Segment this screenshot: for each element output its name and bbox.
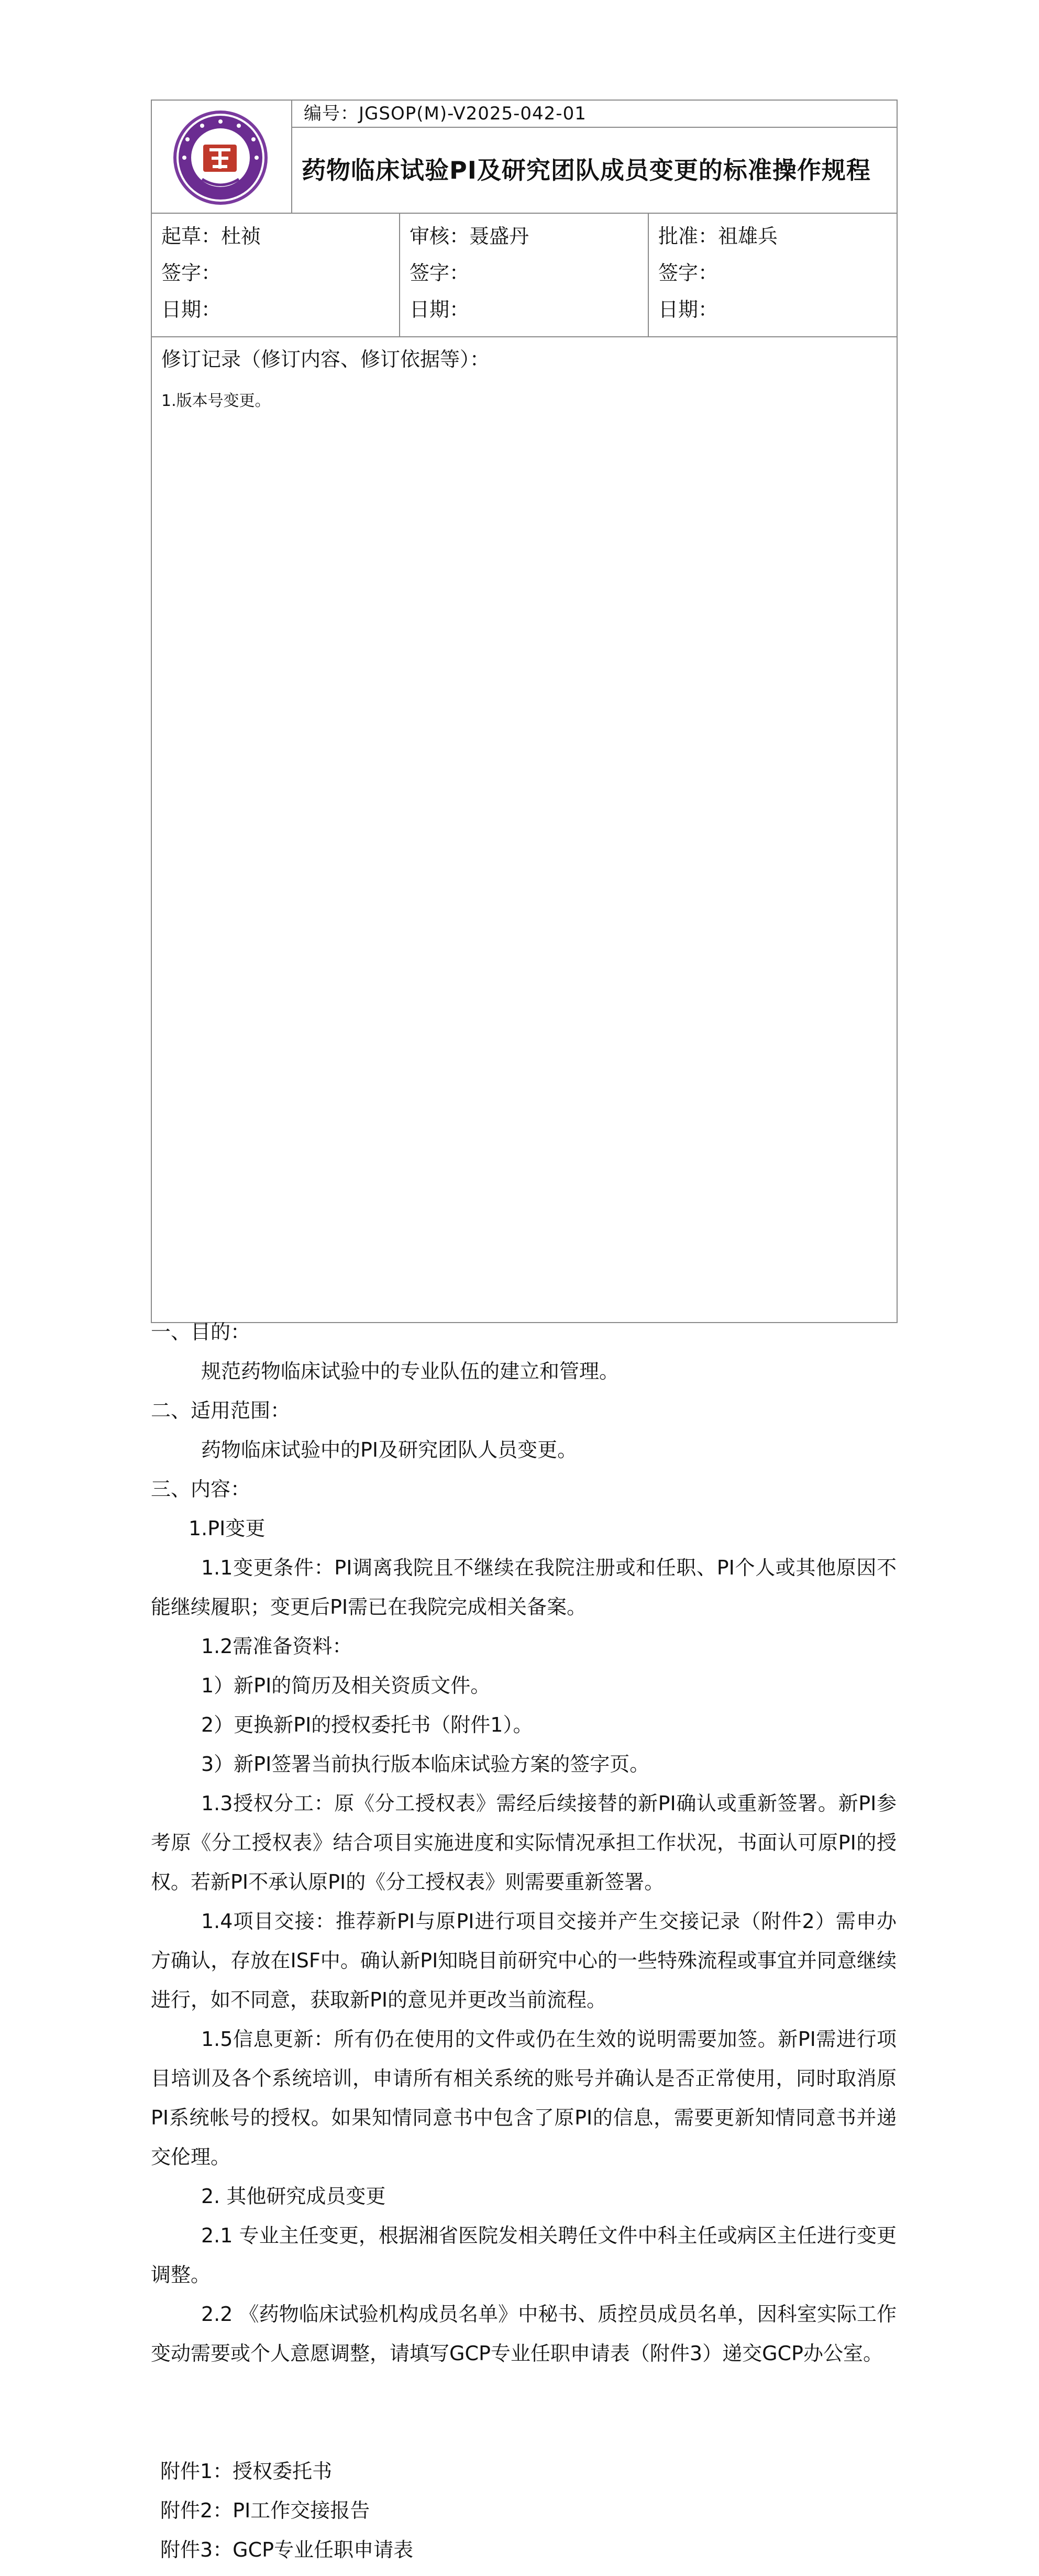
paragraph: 2.1 专业主任变更，根据湘省医院发相关聘任文件中科主任或病区主任进行变更调整。 bbox=[151, 2224, 897, 2286]
revision-item: 1.版本号变更。 bbox=[161, 392, 271, 410]
paragraph: 1.1变更条件：PI调离我院且不继续在我院注册或和任职、PI个人或其他原因不能继续履职；变更后PI需已在我院完成相关备案。 bbox=[151, 1556, 897, 1619]
drafter-sign-field: 签字： bbox=[161, 261, 222, 284]
paragraph: 1.5信息更新：所有仍在使用的文件或仍在生效的说明需要加签。新PI需进行项目培训及各个系统培训，申请所有相关系统的账号并确认是否正常使用，同时取消原PI系统帐号的授权。如果知情同意书中包含了原PI的信息，需要更新知情同意书并递交伦理。 bbox=[151, 2028, 897, 2168]
subsection-heading: 2. 其他研究成员变更 bbox=[201, 2185, 386, 2208]
header-table bbox=[151, 100, 898, 1323]
document-title: 药物临床试验PI及研究团队成员变更的标准操作规程 bbox=[292, 127, 897, 213]
approver-label: 批准：祖雄兵 bbox=[658, 225, 778, 248]
reviewer-sign-field: 签字： bbox=[410, 261, 470, 284]
paragraph: 药物临床试验中的PI及研究团队人员变更。 bbox=[201, 1438, 578, 1461]
approver-date-field: 日期： bbox=[658, 298, 719, 321]
signature-block-reviewer bbox=[400, 213, 648, 337]
list-item: 3）新PI签署当前执行版本临床试验方案的签字页。 bbox=[201, 1753, 650, 1776]
document-body bbox=[151, 1313, 897, 2570]
hospital-seal-logo-icon bbox=[171, 108, 270, 207]
attachment-item: 附件2：PI工作交接报告 bbox=[160, 2499, 370, 2522]
revision-record bbox=[151, 337, 897, 1323]
attachment-item: 附件3：GCP专业任职申请表 bbox=[160, 2538, 414, 2561]
list-item: 1）新PI的简历及相关资质文件。 bbox=[201, 1674, 491, 1697]
reviewer-date-field: 日期： bbox=[410, 298, 470, 321]
paragraph: 2.2 《药物临床试验机构成员名单》中秘书、质控员成员名单，因科室实际工作变动需要或个人意愿调整，请填写GCP专业任职申请表（附件3）递交GCP办公室。 bbox=[151, 2303, 897, 2365]
spacer bbox=[151, 2373, 897, 2452]
drafter-label: 起草：杜祯 bbox=[161, 225, 261, 248]
signature-block-drafter bbox=[151, 213, 400, 337]
revision-title: 修订记录（修订内容、修订依据等）： bbox=[161, 348, 490, 371]
document-code: 编号：JGSOP(M)-V2025-042-01 bbox=[292, 100, 897, 127]
section-heading: 二、适用范围： bbox=[151, 1399, 291, 1422]
subsection-heading: 1.PI变更 bbox=[189, 1517, 266, 1540]
list-item: 2）更换新PI的授权委托书（附件1）。 bbox=[201, 1713, 533, 1736]
paragraph: 规范药物临床试验中的专业队伍的建立和管理。 bbox=[201, 1360, 620, 1383]
signature-block-approver bbox=[648, 213, 897, 337]
paragraph: 1.4项目交接：推荐新PI与原PI进行项目交接并产生交接记录（附件2）需申办方确认，存放在ISF中。确认新PI知晓目前研究中心的一些特殊流程或事宜并同意继续进行，如不同意，获取新PI的意见并更改当前流程。 bbox=[151, 1910, 897, 2011]
paragraph: 1.3授权分工：原《分工授权表》需经后续接替的新PI确认或重新签署。新PI参考原《分工授权表》结合项目实施进度和实际情况承担工作状况，书面认可原PI的授权。若新PI不承认原PI的《分工授权表》则需要重新签署。 bbox=[151, 1792, 897, 1894]
attachment-item: 附件1：授权委托书 bbox=[160, 2460, 333, 2483]
section-heading: 一、目的： bbox=[151, 1320, 251, 1344]
paragraph: 1.2需准备资料： bbox=[201, 1635, 352, 1658]
reviewer-label: 审核：聂盛丹 bbox=[410, 225, 529, 248]
logo-cell bbox=[151, 100, 292, 213]
drafter-date-field: 日期： bbox=[161, 298, 222, 321]
approver-sign-field: 签字： bbox=[658, 261, 719, 284]
sop-document bbox=[151, 100, 897, 1323]
section-heading: 三、内容： bbox=[151, 1478, 251, 1501]
